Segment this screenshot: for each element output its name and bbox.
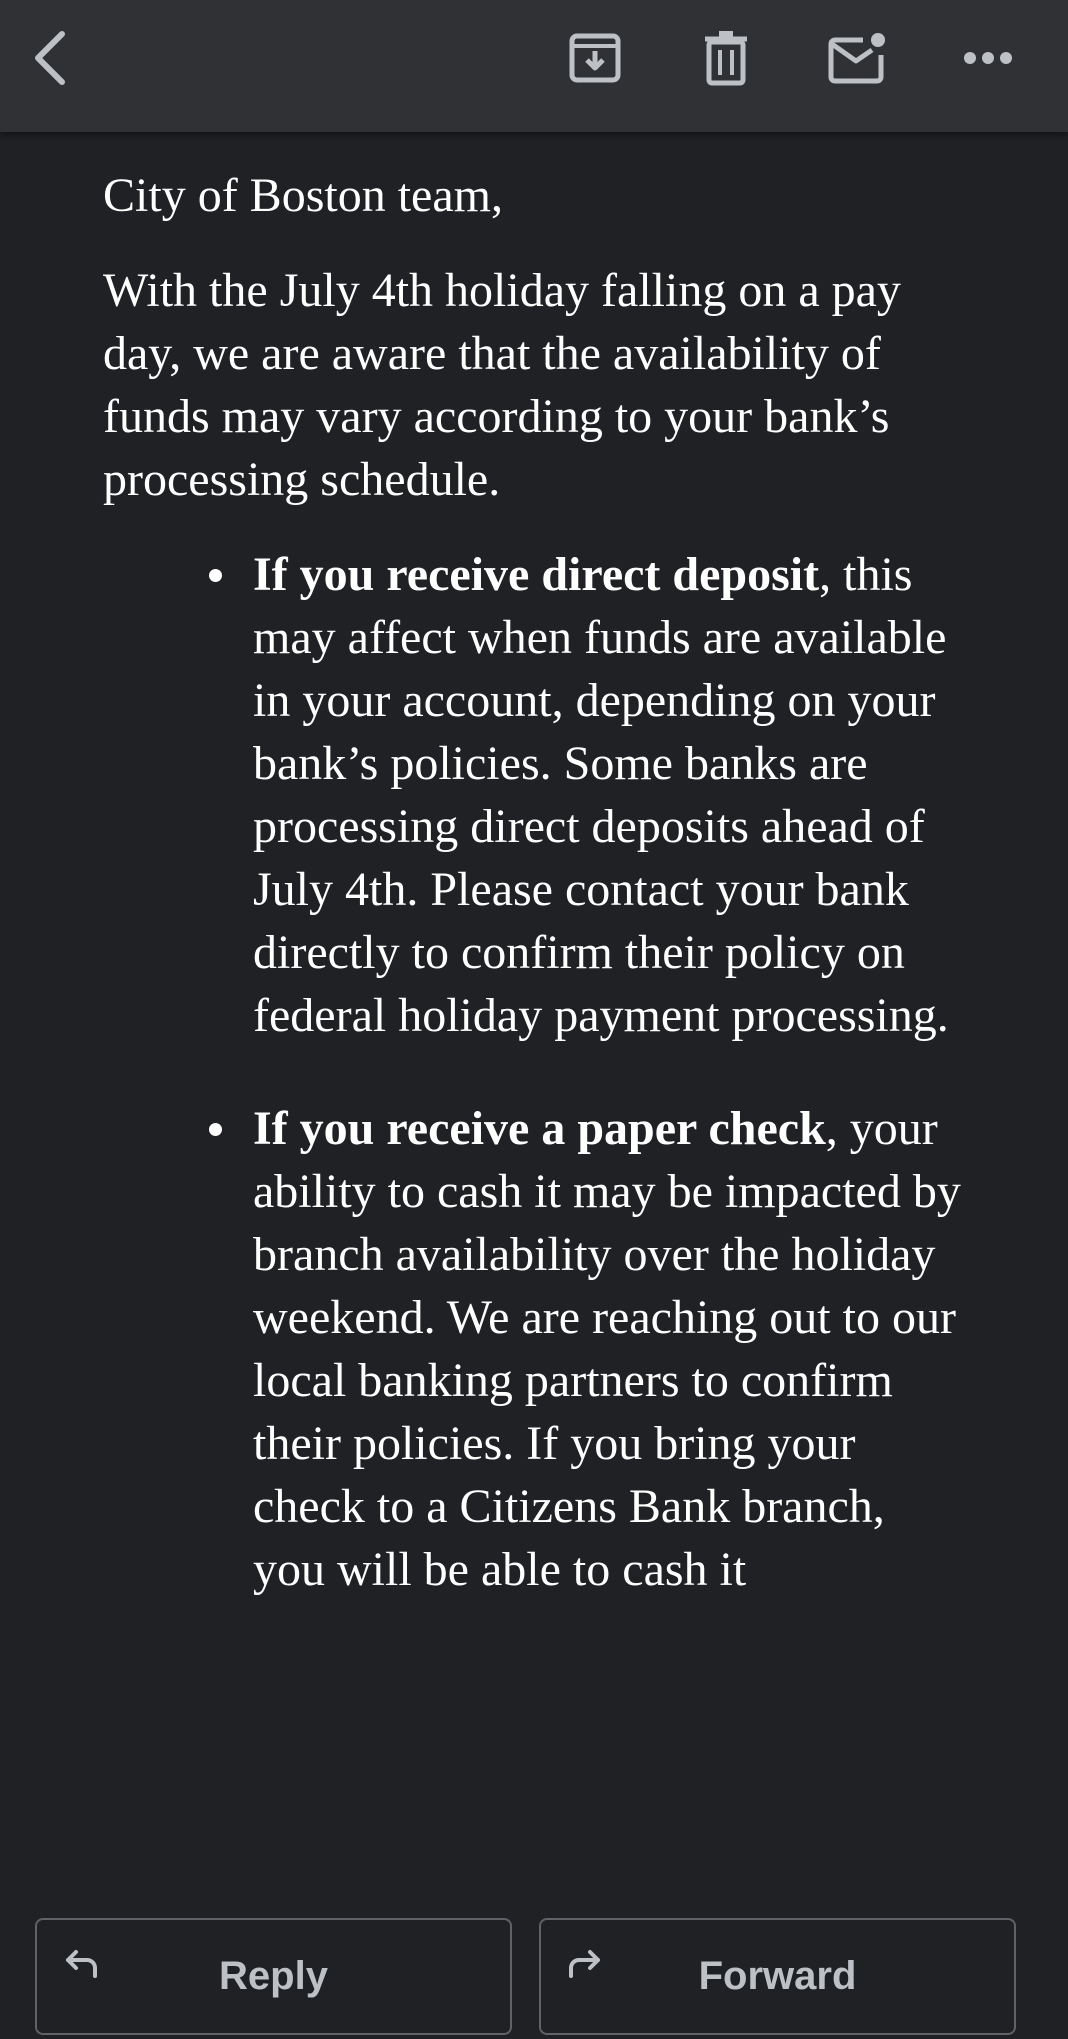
bullet-bold-lead: If you receive a paper check: [253, 1102, 826, 1155]
email-greeting: City of Boston team,: [103, 169, 503, 222]
chevron-left-icon: [28, 28, 72, 88]
bullet-bold-lead: If you receive direct deposit: [253, 548, 820, 601]
mark-unread-button[interactable]: [818, 18, 898, 98]
forward-button[interactable]: [539, 1918, 1016, 2035]
archive-button[interactable]: [555, 18, 635, 98]
more-horizontal-icon: [963, 51, 1013, 65]
email-body[interactable]: [0, 132, 1068, 1889]
bullet-text: , this may affect when funds are available in your account, depending on your bank’s policies. Some banks are processing direct deposits ahead of July 4th. Please contact your bank directly to confirm their policy on federal holiday payment processing.: [253, 548, 949, 1042]
forward-label: Forward: [698, 1954, 857, 1998]
delete-button[interactable]: [686, 18, 766, 98]
archive-icon: [568, 31, 622, 85]
reply-button[interactable]: [35, 1918, 512, 2035]
bullet-text: , your ability to cash it may be impacted by branch availability over the holiday weekend. We are reaching out to our local banking partners to confirm their policies. If you bring your check to a Citizens Bank branch, you will be able to cash it: [253, 1102, 961, 1596]
email-intro: With the July 4th holiday falling on a pay day, we are aware that the availability of funds may vary according to your bank’s processing schedule.: [103, 264, 901, 506]
list-item: [253, 543, 963, 1047]
reply-label: Reply: [219, 1954, 328, 1998]
bullet-list: [103, 543, 963, 1601]
more-options-button[interactable]: [948, 18, 1028, 98]
bottom-action-bar: [0, 1889, 1068, 2039]
back-button[interactable]: [10, 18, 90, 98]
trash-icon: [701, 29, 751, 87]
list-item: [253, 1097, 963, 1601]
email-content: [103, 164, 963, 1651]
mail-unread-icon: [827, 31, 889, 85]
top-toolbar: [0, 0, 1068, 132]
